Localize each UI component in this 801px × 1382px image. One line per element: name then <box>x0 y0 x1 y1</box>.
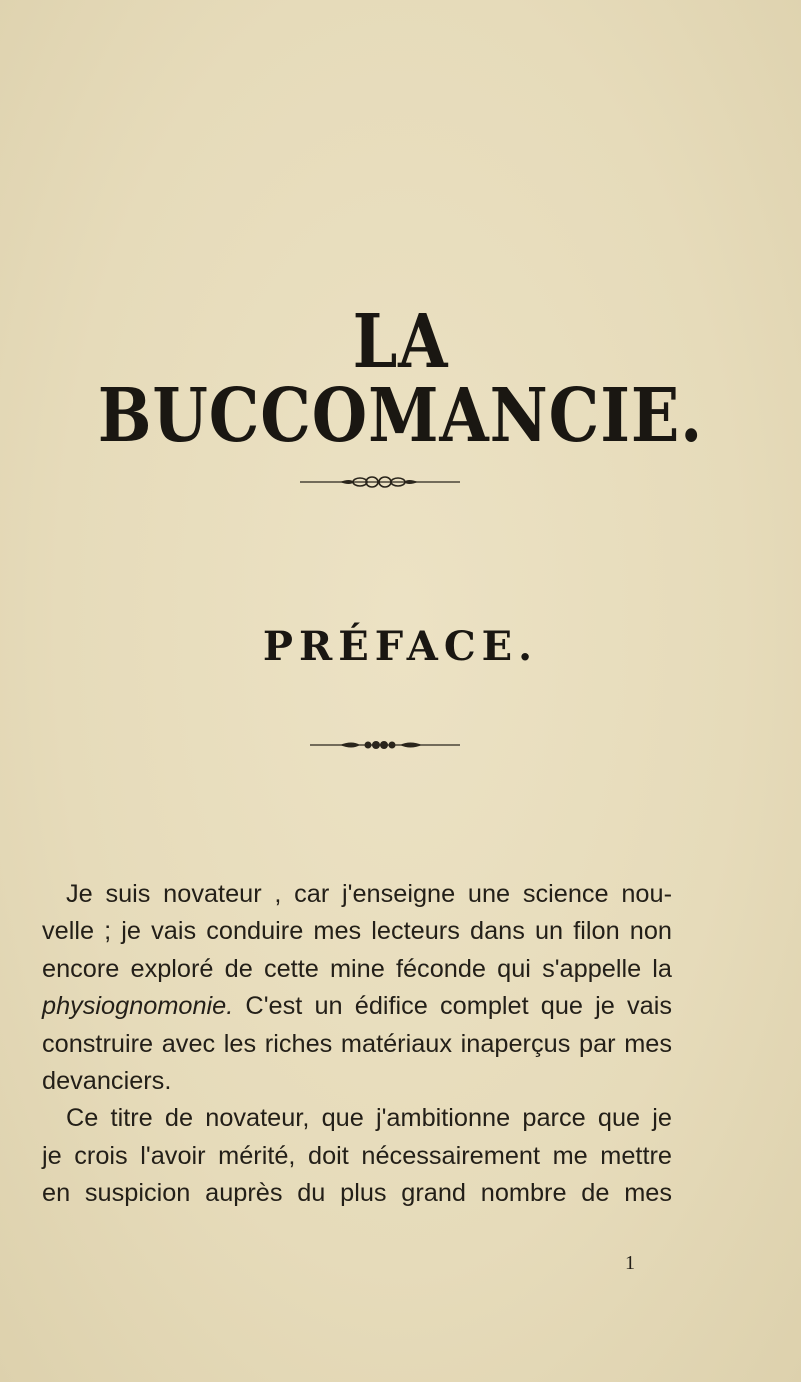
text-line: je crois l'avoir mérité, doit nécessairement me mettre <box>42 1141 672 1170</box>
page-number: 1 <box>625 1252 635 1274</box>
text-line-with-italic <box>42 988 672 1025</box>
italic-term: physiognomonie. <box>42 992 234 1021</box>
text-line: encore exploré de cette mine féconde qui s'appelle la <box>42 954 672 983</box>
text-line: Ce titre de novateur, que j'ambitionne parce que je <box>66 1104 672 1133</box>
text-line: en suspicion auprès du plus grand nombre de mes <box>42 1179 672 1208</box>
text-line: Je suis novateur , car j'enseigne une science nou- <box>66 880 672 908</box>
text-line: construire avec les riches matériaux inaperçus par mes <box>42 1029 672 1058</box>
preface-heading: PRÉFACE. <box>262 623 539 670</box>
text-line: velle ; je vais conduire mes lecteurs dans un filon non <box>42 917 672 946</box>
book-title: LA BUCCOMANCIE. <box>97 299 704 459</box>
text-line-rest: C'est un édifice complet que je vais <box>233 992 672 1021</box>
ornament-rule-bottom <box>310 738 460 752</box>
preface-text <box>42 876 672 1213</box>
ornament-rule-top <box>300 475 460 489</box>
text-line: devanciers. <box>42 1066 172 1095</box>
